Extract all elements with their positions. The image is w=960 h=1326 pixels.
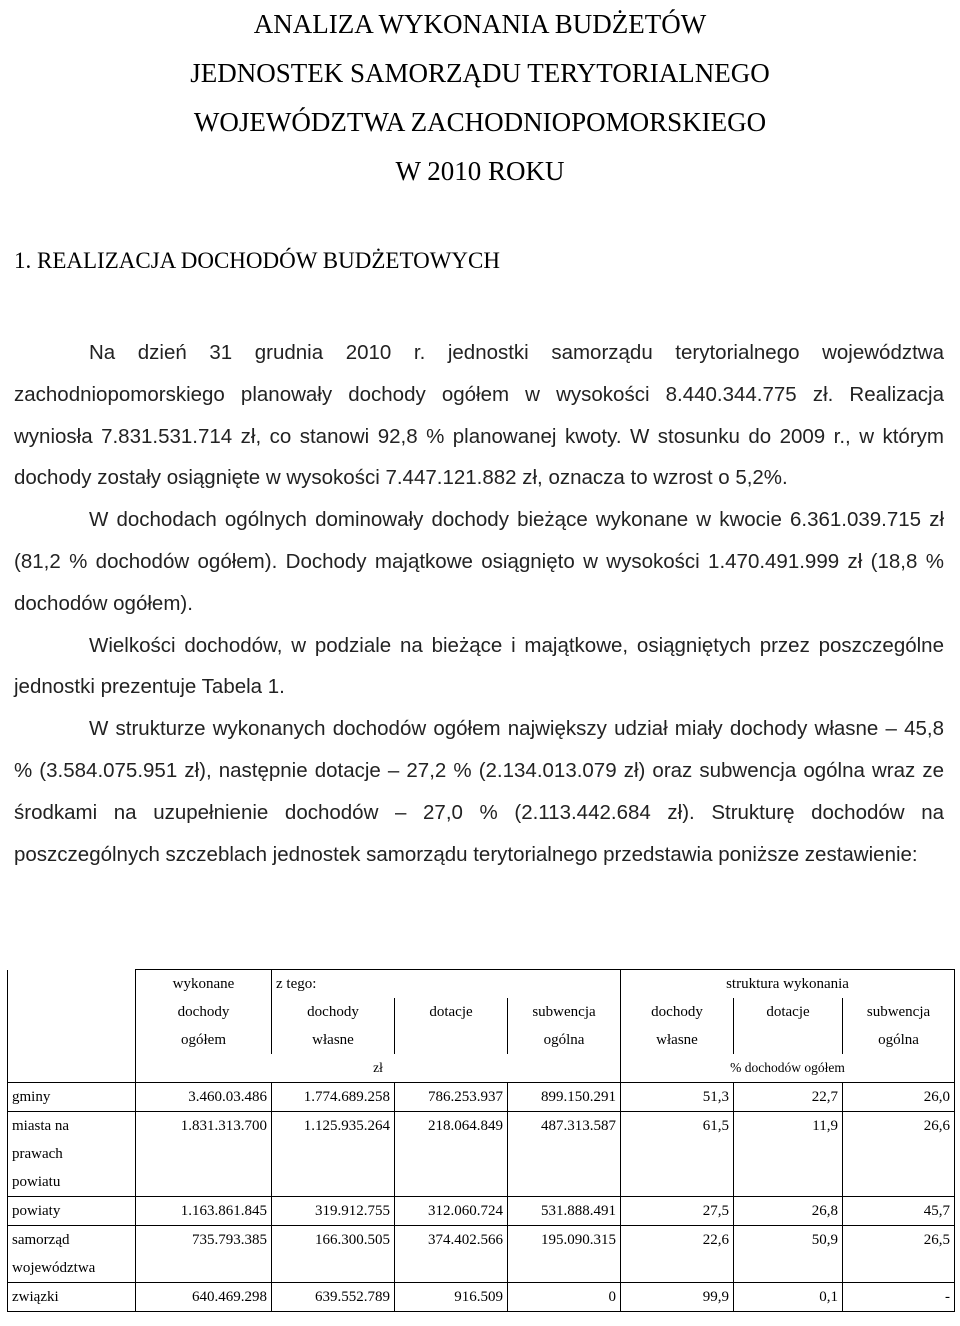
cell-dot: 374.402.566 [395, 1226, 508, 1283]
header-dw-l1: dochody [272, 998, 395, 1026]
cell-total: 3.460.03.486 [136, 1083, 272, 1112]
table-header-row-3 [8, 1026, 955, 1054]
cell-total: 1.163.861.845 [136, 1197, 272, 1226]
cell-pct-dot: 0,1 [734, 1283, 843, 1312]
paragraph-1: Na dzień 31 grudnia 2010 r. jednostki samorządu terytorialnego województwa zachodniopomorskiego planowały dochody ogółem w wysokości 8.440.344.775 zł. Realizacja wyniosła 7.831.531.714 zł, co stanowi 92,8 % planowanej kwoty. W stosunku do 2009 r., w którym dochody zostały osiągnięte w wysokości 7.447.121.882 zł, oznacza to wzrost o 5,2%. [14, 341, 944, 490]
cell-dot: 312.060.724 [395, 1197, 508, 1226]
table-row [8, 1083, 955, 1112]
paragraph-3: Wielkości dochodów, w podziale na bieżące i majątkowe, osiągniętych przez poszczególne jednostki prezentuje Tabela 1. [14, 633, 944, 699]
row-name: gminy [8, 1083, 136, 1112]
header-pct-dw-l2: własne [621, 1026, 734, 1054]
income-structure-table [7, 969, 955, 1312]
unit-zl: zł [136, 1054, 621, 1083]
cell-dw: 1.774.689.258 [272, 1083, 395, 1112]
title-line-3: WOJEWÓDZTWA ZACHODNIOPOMORSKIEGO [193, 107, 767, 137]
row-name-line-1: miasta na [12, 1118, 70, 1134]
cell-pct-dot: 26,8 [734, 1197, 843, 1226]
cell-sub: 0 [508, 1283, 621, 1312]
cell-dw: 639.552.789 [272, 1283, 395, 1312]
header-dw-l2: własne [272, 1026, 395, 1054]
header-pct-dotacje: dotacje [734, 998, 843, 1026]
cell-dot: 218.064.849 [395, 1112, 508, 1197]
header-dotacje: dotacje [395, 998, 508, 1026]
cell-dw: 1.125.935.264 [272, 1112, 395, 1197]
cell-dot: 786.253.937 [395, 1083, 508, 1112]
cell-sub: 487.313.587 [508, 1112, 621, 1197]
table-row [8, 1226, 955, 1283]
cell-pct-dot: 22,7 [734, 1083, 843, 1112]
section-heading: 1. REALIZACJA DOCHODÓW BUDŻETOWYCH [14, 248, 500, 273]
header-total-l2: dochody [136, 998, 272, 1026]
header-struktura: struktura wykonania [621, 970, 955, 999]
cell-dw: 319.912.755 [272, 1197, 395, 1226]
header-empty-cell [8, 970, 136, 999]
header-total-l1: wykonane [136, 970, 272, 999]
row-name: związki [8, 1283, 136, 1312]
title-line-1: ANALIZA WYKONANIA BUDŻETÓW [253, 9, 707, 39]
document-title [0, 0, 960, 196]
cell-total: 1.831.313.700 [136, 1112, 272, 1197]
table-row [8, 1197, 955, 1226]
row-name-line-3: powiatu [12, 1174, 61, 1190]
header-pct-sub-l2: ogólna [843, 1026, 955, 1054]
table-header-row-1 [8, 970, 955, 999]
cell-pct-dw: 99,9 [621, 1283, 734, 1312]
row-name-line-1: samorząd [12, 1232, 70, 1248]
table-row [8, 1283, 955, 1312]
table-header-row-2 [8, 998, 955, 1026]
row-name [8, 1226, 136, 1283]
header-sub-l2: ogólna [508, 1026, 621, 1054]
header-sub-l1: subwencja [508, 998, 621, 1026]
header-pct-sub-l1: subwencja [843, 998, 955, 1026]
cell-pct-sub: 26,0 [843, 1083, 955, 1112]
title-line-4: W 2010 ROKU [395, 156, 565, 186]
cell-pct-dw: 27,5 [621, 1197, 734, 1226]
cell-total: 640.469.298 [136, 1283, 272, 1312]
table-header-units [8, 1054, 955, 1083]
cell-sub: 899.150.291 [508, 1083, 621, 1112]
cell-sub: 195.090.315 [508, 1226, 621, 1283]
cell-sub: 531.888.491 [508, 1197, 621, 1226]
paragraph-2: W dochodach ogólnych dominowały dochody bieżące wykonane w kwocie 6.361.039.715 zł (81,2 % dochodów ogółem). Dochody majątkowe osiągnięto w wysokości 1.470.491.999 zł (18,8 % dochodów ogółem). [14, 508, 944, 615]
cell-pct-sub: 26,6 [843, 1112, 955, 1197]
cell-pct-dw: 61,5 [621, 1112, 734, 1197]
cell-dw: 166.300.505 [272, 1226, 395, 1283]
row-name: powiaty [8, 1197, 136, 1226]
title-line-2: JEDNOSTEK SAMORZĄDU TERYTORIALNEGO [190, 58, 770, 88]
cell-pct-sub: 45,7 [843, 1197, 955, 1226]
cell-pct-dw: 51,3 [621, 1083, 734, 1112]
cell-pct-sub: - [843, 1283, 955, 1312]
body-text [14, 332, 944, 875]
cell-pct-dw: 22,6 [621, 1226, 734, 1283]
cell-pct-dot: 50,9 [734, 1226, 843, 1283]
table-row [8, 1112, 955, 1197]
row-name-line-2: prawach [12, 1146, 63, 1162]
cell-dot: 916.509 [395, 1283, 508, 1312]
cell-pct-dot: 11,9 [734, 1112, 843, 1197]
row-name-line-2: województwa [12, 1260, 96, 1276]
cell-pct-sub: 26,5 [843, 1226, 955, 1283]
paragraph-4: W strukturze wykonanych dochodów ogółem największy udział miały dochody własne – 45,8 % (3.584.075.951 zł), następnie dotacje – 27,2 % (2.134.013.079 zł) oraz subwencja ogólna wraz ze środkami na uzupełnienie dochodów – 27,0 % (2.113.442.684 zł). Strukturę dochodów na poszczególnych szczeblach jednostek samorządu terytorialnego przedstawia poniższe zestawienie: [14, 717, 944, 866]
header-total-l3: ogółem [136, 1026, 272, 1054]
unit-percent: % dochodów ogółem [621, 1054, 955, 1083]
header-pct-dw-l1: dochody [621, 998, 734, 1026]
row-name [8, 1112, 136, 1197]
header-z-tego: z tego: [272, 970, 621, 999]
cell-total: 735.793.385 [136, 1226, 272, 1283]
